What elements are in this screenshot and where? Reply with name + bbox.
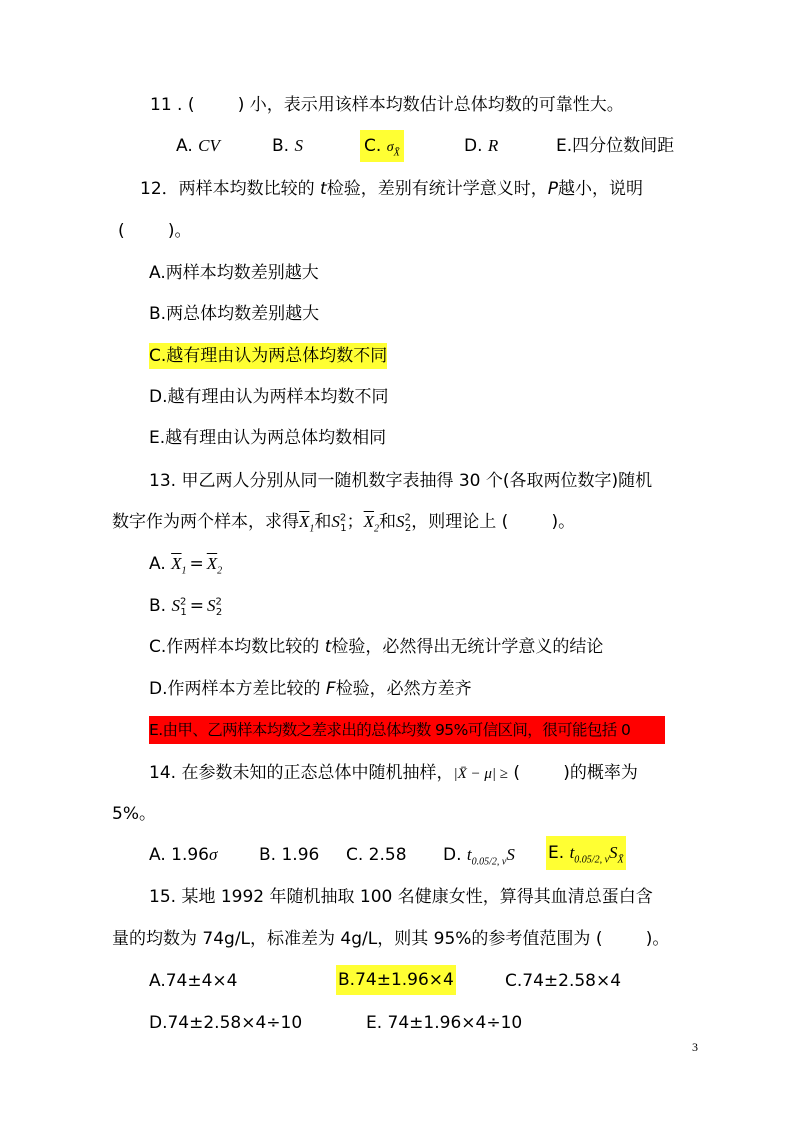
- q14-option-b: B. 1.96: [259, 845, 320, 865]
- q15-option-a: A.74±4×4: [149, 971, 238, 991]
- q12-option-e: E.越有理由认为两总体均数相同: [149, 428, 387, 448]
- q11-option-a: A. CV: [176, 136, 220, 156]
- page-number: 3: [692, 1040, 698, 1054]
- q13-stem-line1: 13. 甲乙两人分别从同一随机数字表抽得 30 个(各取两位数字)随机: [149, 471, 653, 491]
- q13-option-c: C.作两样本均数比较的 t检验，必然得出无统计学意义的结论: [149, 637, 604, 657]
- q14-stem-line1: 14. 在参数未知的正态总体中随机抽样，|X̄ − μ| ≥ ( )的概率为: [149, 763, 638, 783]
- q15-stem-line1: 15. 某地 1992 年随机抽取 100 名健康女性，算得其血清总蛋白含: [149, 887, 653, 907]
- q15-option-b-highlighted: B.74±1.96×4: [336, 965, 456, 995]
- q14-option-d: D. $t_{0.05/2, \nu}S$: [443, 845, 515, 868]
- q14-option-a: A. 1.96σ: [149, 845, 218, 865]
- q13-option-a: A. $\overline{X}_1 = \overline{X}_2$: [149, 554, 223, 577]
- q14-option-e-highlighted: E. $t_{0.05/2, \nu}S_{X̄}$: [546, 836, 626, 870]
- q15-option-c: C.74±2.58×4: [505, 971, 622, 991]
- q14-stem-line2: 5%。: [112, 804, 156, 824]
- q12-option-b: B.两总体均数差别越大: [149, 304, 320, 324]
- q13-option-b: B. $S^2_1 = S^2_2$: [149, 596, 223, 619]
- q11-stem: 11 . ( ) 小，表示用该样本均数估计总体均数的可靠性大。: [150, 95, 624, 115]
- q11-option-b: B. S: [272, 136, 303, 156]
- q15-stem-line2: 量的均数为 74g/L，标准差为 4g/L，则其 95%的参考值范围为 ( )。: [112, 929, 670, 949]
- q13-option-e-highlighted: E.由甲、乙两样本均数之差求出的总体均数 95%可信区间，很可能包括 0: [149, 716, 665, 744]
- q12-option-c-highlighted: C.越有理由认为两总体均数不同: [149, 343, 387, 369]
- q13-stem-line2: 数字作为两个样本，求得$\overline{X}_1$和$S^2_1$；$\overline{X}_2$和$S^2_2$，则理论上 ( )。: [112, 512, 576, 535]
- q11-number: 11 . (: [150, 95, 195, 115]
- q12-stem-line1: 12．两样本均数比较的 t检验，差别有统计学意义时，P越小，说明: [140, 179, 643, 199]
- q12-option-d: D.越有理由认为两样本均数不同: [149, 387, 389, 407]
- q13-option-d: D.作两样本方差比较的 F检验，必然方差齐: [149, 679, 472, 699]
- q11-option-c-highlighted: C. $\sigma_{X̄}$: [360, 130, 404, 162]
- q15-option-d: D.74±2.58×4÷10: [149, 1013, 303, 1033]
- q12-option-a: A.两样本均数差别越大: [149, 263, 319, 283]
- q12-stem-line2: ( )。: [118, 221, 192, 241]
- q11-option-e: E.四分位数间距: [556, 136, 675, 156]
- q11-option-d: D. R: [464, 136, 499, 156]
- q14-option-c: C. 2.58: [346, 845, 407, 865]
- q15-option-e: E. 74±1.96×4÷10: [366, 1013, 523, 1033]
